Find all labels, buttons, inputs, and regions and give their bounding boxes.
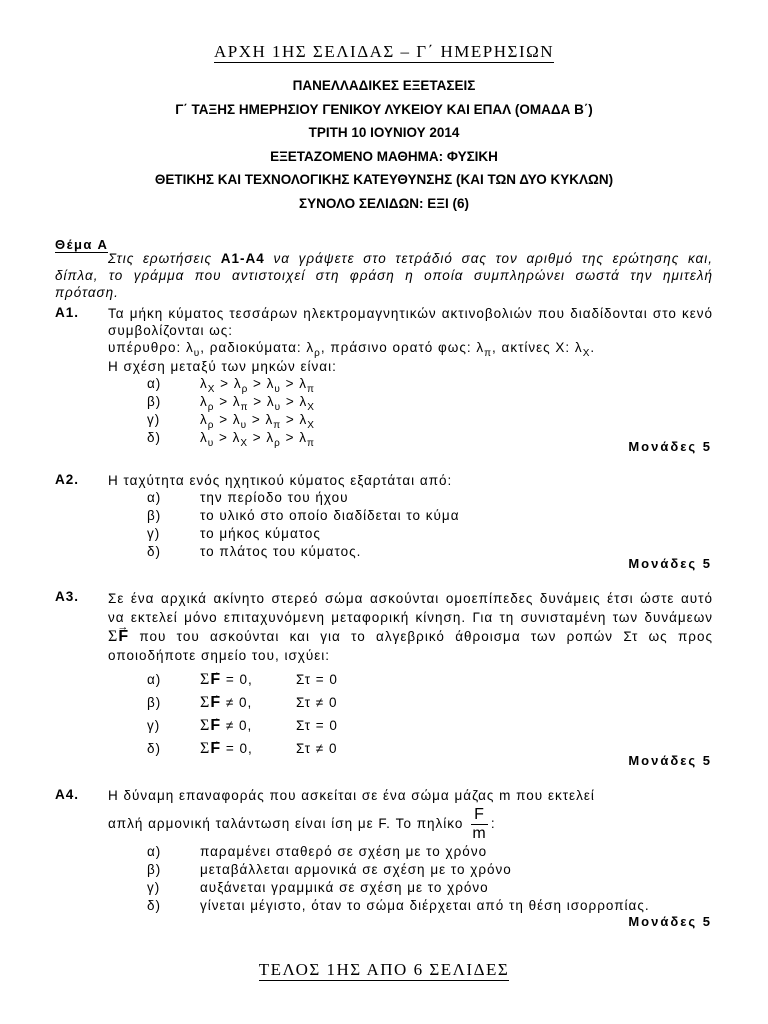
question-number: Α4. xyxy=(55,787,80,802)
question-a4 xyxy=(55,787,713,915)
page-footer xyxy=(0,960,768,980)
option: α) $\lambda_X > \lambda_\rho > \lambda_\upsilon > \lambda_\pi$ xyxy=(147,376,315,395)
title-line: ΕΞΕΤΑΖΟΜΕΝΟ ΜΑΘΗΜΑ: ΦΥΣΙΚΗ xyxy=(270,148,498,164)
option: γ) το μήκος κύματος xyxy=(147,526,321,541)
section-title: Θέμα Α xyxy=(55,237,109,252)
page-header xyxy=(0,42,768,62)
option: γ) Σ→ F ≠ 0, Στ = 0 xyxy=(147,714,713,737)
section-intro xyxy=(55,250,713,301)
question-text: Η δύναμη επαναφοράς που ασκείται σε ένα σώμα μάζας m που εκτελεί xyxy=(108,788,595,803)
question-text: Τα μήκη κύματος τεσσάρων ηλεκτρομαγνητικών ακτινοβολιών που διαδίδονται στο κενό συμβολίζονται ως: xyxy=(108,306,713,338)
intro-question-range: Α1-Α4 xyxy=(220,251,265,266)
options-list xyxy=(147,489,713,561)
option: δ) το πλάτος του κύματος. xyxy=(147,544,362,559)
score-label: Μονάδες 5 xyxy=(628,439,712,454)
title-line: ΠΑΝΕΛΛΑΔΙΚΕΣ ΕΞΕΤΑΣΕΙΣ xyxy=(292,78,476,93)
title-line: ΤΡΙΤΗ 10 ΙΟΥΝΙΟΥ 2014 xyxy=(308,125,460,141)
score-label: Μονάδες 5 xyxy=(628,753,712,768)
intro-text: να γράψετε στο τετράδιό σας τον αριθμό της ερώτησης και, δίπλα, το γράμμα που αντιστοιχεί στη φράση η οποία συμπληρώνει σωστά την ημιτελή πρόταση. xyxy=(55,251,713,300)
title-line: ΘΕΤΙΚΗΣ ΚΑΙ ΤΕΧΝΟΛΟΓΙΚΗΣ ΚΑΤΕΥΘΥΝΣΗΣ (ΚΑΙ ΤΩΝ ΔΥΟ ΚΥΚΛΩΝ) xyxy=(154,172,614,188)
options-list xyxy=(147,843,713,915)
option: δ) γίνεται μέγιστο, όταν το σώμα διέρχεται από τη θέση ισορροπίας. xyxy=(147,898,650,913)
page-footer-text: ΤΕΛΟΣ 1ΗΣ ΑΠΟ 6 ΣΕΛΙΔΕΣ xyxy=(258,960,510,979)
option: γ) αυξάνεται γραμμικά σε σχέση με το χρόνο xyxy=(147,880,489,895)
question-a2 xyxy=(55,472,713,561)
question-text: Η ταχύτητα ενός ηχητικού κύματος εξαρτάται από: xyxy=(108,473,453,488)
option: β) μεταβάλλεται αρμονικά σε σχέση με το χρόνο xyxy=(147,862,512,877)
question-number: Α3. xyxy=(55,589,80,604)
page-header-text: ΑΡΧΗ 1ΗΣ ΣΕΛΙΔΑΣ – Γ΄ ΗΜΕΡΗΣΙΩΝ xyxy=(213,42,555,61)
options-list xyxy=(147,375,713,447)
option: γ) $\lambda_\rho > \lambda_\upsilon > \lambda_\pi > \lambda_X$ xyxy=(147,412,315,431)
option: α) Σ→ F = 0, Στ = 0 xyxy=(147,668,713,691)
option: β) Σ→ F ≠ 0, Στ ≠ 0 xyxy=(147,691,713,714)
exam-title-block xyxy=(0,74,768,216)
option: δ) $\lambda_\upsilon > \lambda_X > \lambda_\rho > \lambda_\pi$ xyxy=(147,430,315,449)
option: β) $\lambda_\rho > \lambda_\pi > \lambda_\upsilon > \lambda_X$ xyxy=(147,394,315,413)
option: β) το υλικό στο οποίο διαδίδεται το κύμα xyxy=(147,508,460,523)
option: δ) Σ→ F = 0, Στ ≠ 0 xyxy=(147,737,713,760)
title-line: Γ΄ ΤΑΞΗΣ ΗΜΕΡΗΣΙΟΥ ΓΕΝΙΚΟΥ ΛΥΚΕΙΟΥ ΚΑΙ ΕΠΑΛ (ΟΜΑΔΑ Β΄) xyxy=(175,101,593,117)
options-list xyxy=(147,668,713,760)
question-number: Α1. xyxy=(55,305,80,320)
title-line: ΣΥΝΟΛΟ ΣΕΛΙΔΩΝ: ΕΞΙ (6) xyxy=(299,195,469,211)
question-number: Α2. xyxy=(55,472,80,487)
question-text-line: υπέρυθρο: $\lambda_\upsilon$, ραδιοκύματα: $\lambda_\rho$, πράσινο ορατό φως: $\lambda_\pi$, ακτίνες Χ: $\lambda_X$. xyxy=(108,340,596,359)
question-a3 xyxy=(55,589,713,760)
fraction-f-over-m: $\frac{F}{m}$ xyxy=(472,806,487,842)
question-a1 xyxy=(55,305,713,447)
score-label: Μονάδες 5 xyxy=(628,556,712,571)
question-text-line: Η σχέση μεταξύ των μηκών είναι: xyxy=(108,359,337,374)
question-text: Σε ένα αρχικά ακίνητο στερεό σώμα ασκούνται ομοεπίπεδες δυνάμεις έτσι ώστε αυτό να εκτελεί μόνο επιταχυνόμενη μεταφορική κίνηση. Για τη συνισταμένη των δυνάμεων Σ→ F που του ασκούνται και για το αλγεβρικό άθροισμα των ροπών Στ ως προς οποιοδήποτε σημείο του, ισχύει: xyxy=(108,589,713,665)
option: α) την περίοδο του ήχου xyxy=(147,490,349,505)
intro-text: Στις ερωτήσεις xyxy=(108,251,221,266)
score-label: Μονάδες 5 xyxy=(628,914,712,929)
question-text-line: απλή αρμονική ταλάντωση είναι ίση με F. Το πηλίκο $\frac{F}{m}$ : xyxy=(108,806,496,842)
option: α) παραμένει σταθερό σε σχέση με το χρόνο xyxy=(147,844,488,859)
